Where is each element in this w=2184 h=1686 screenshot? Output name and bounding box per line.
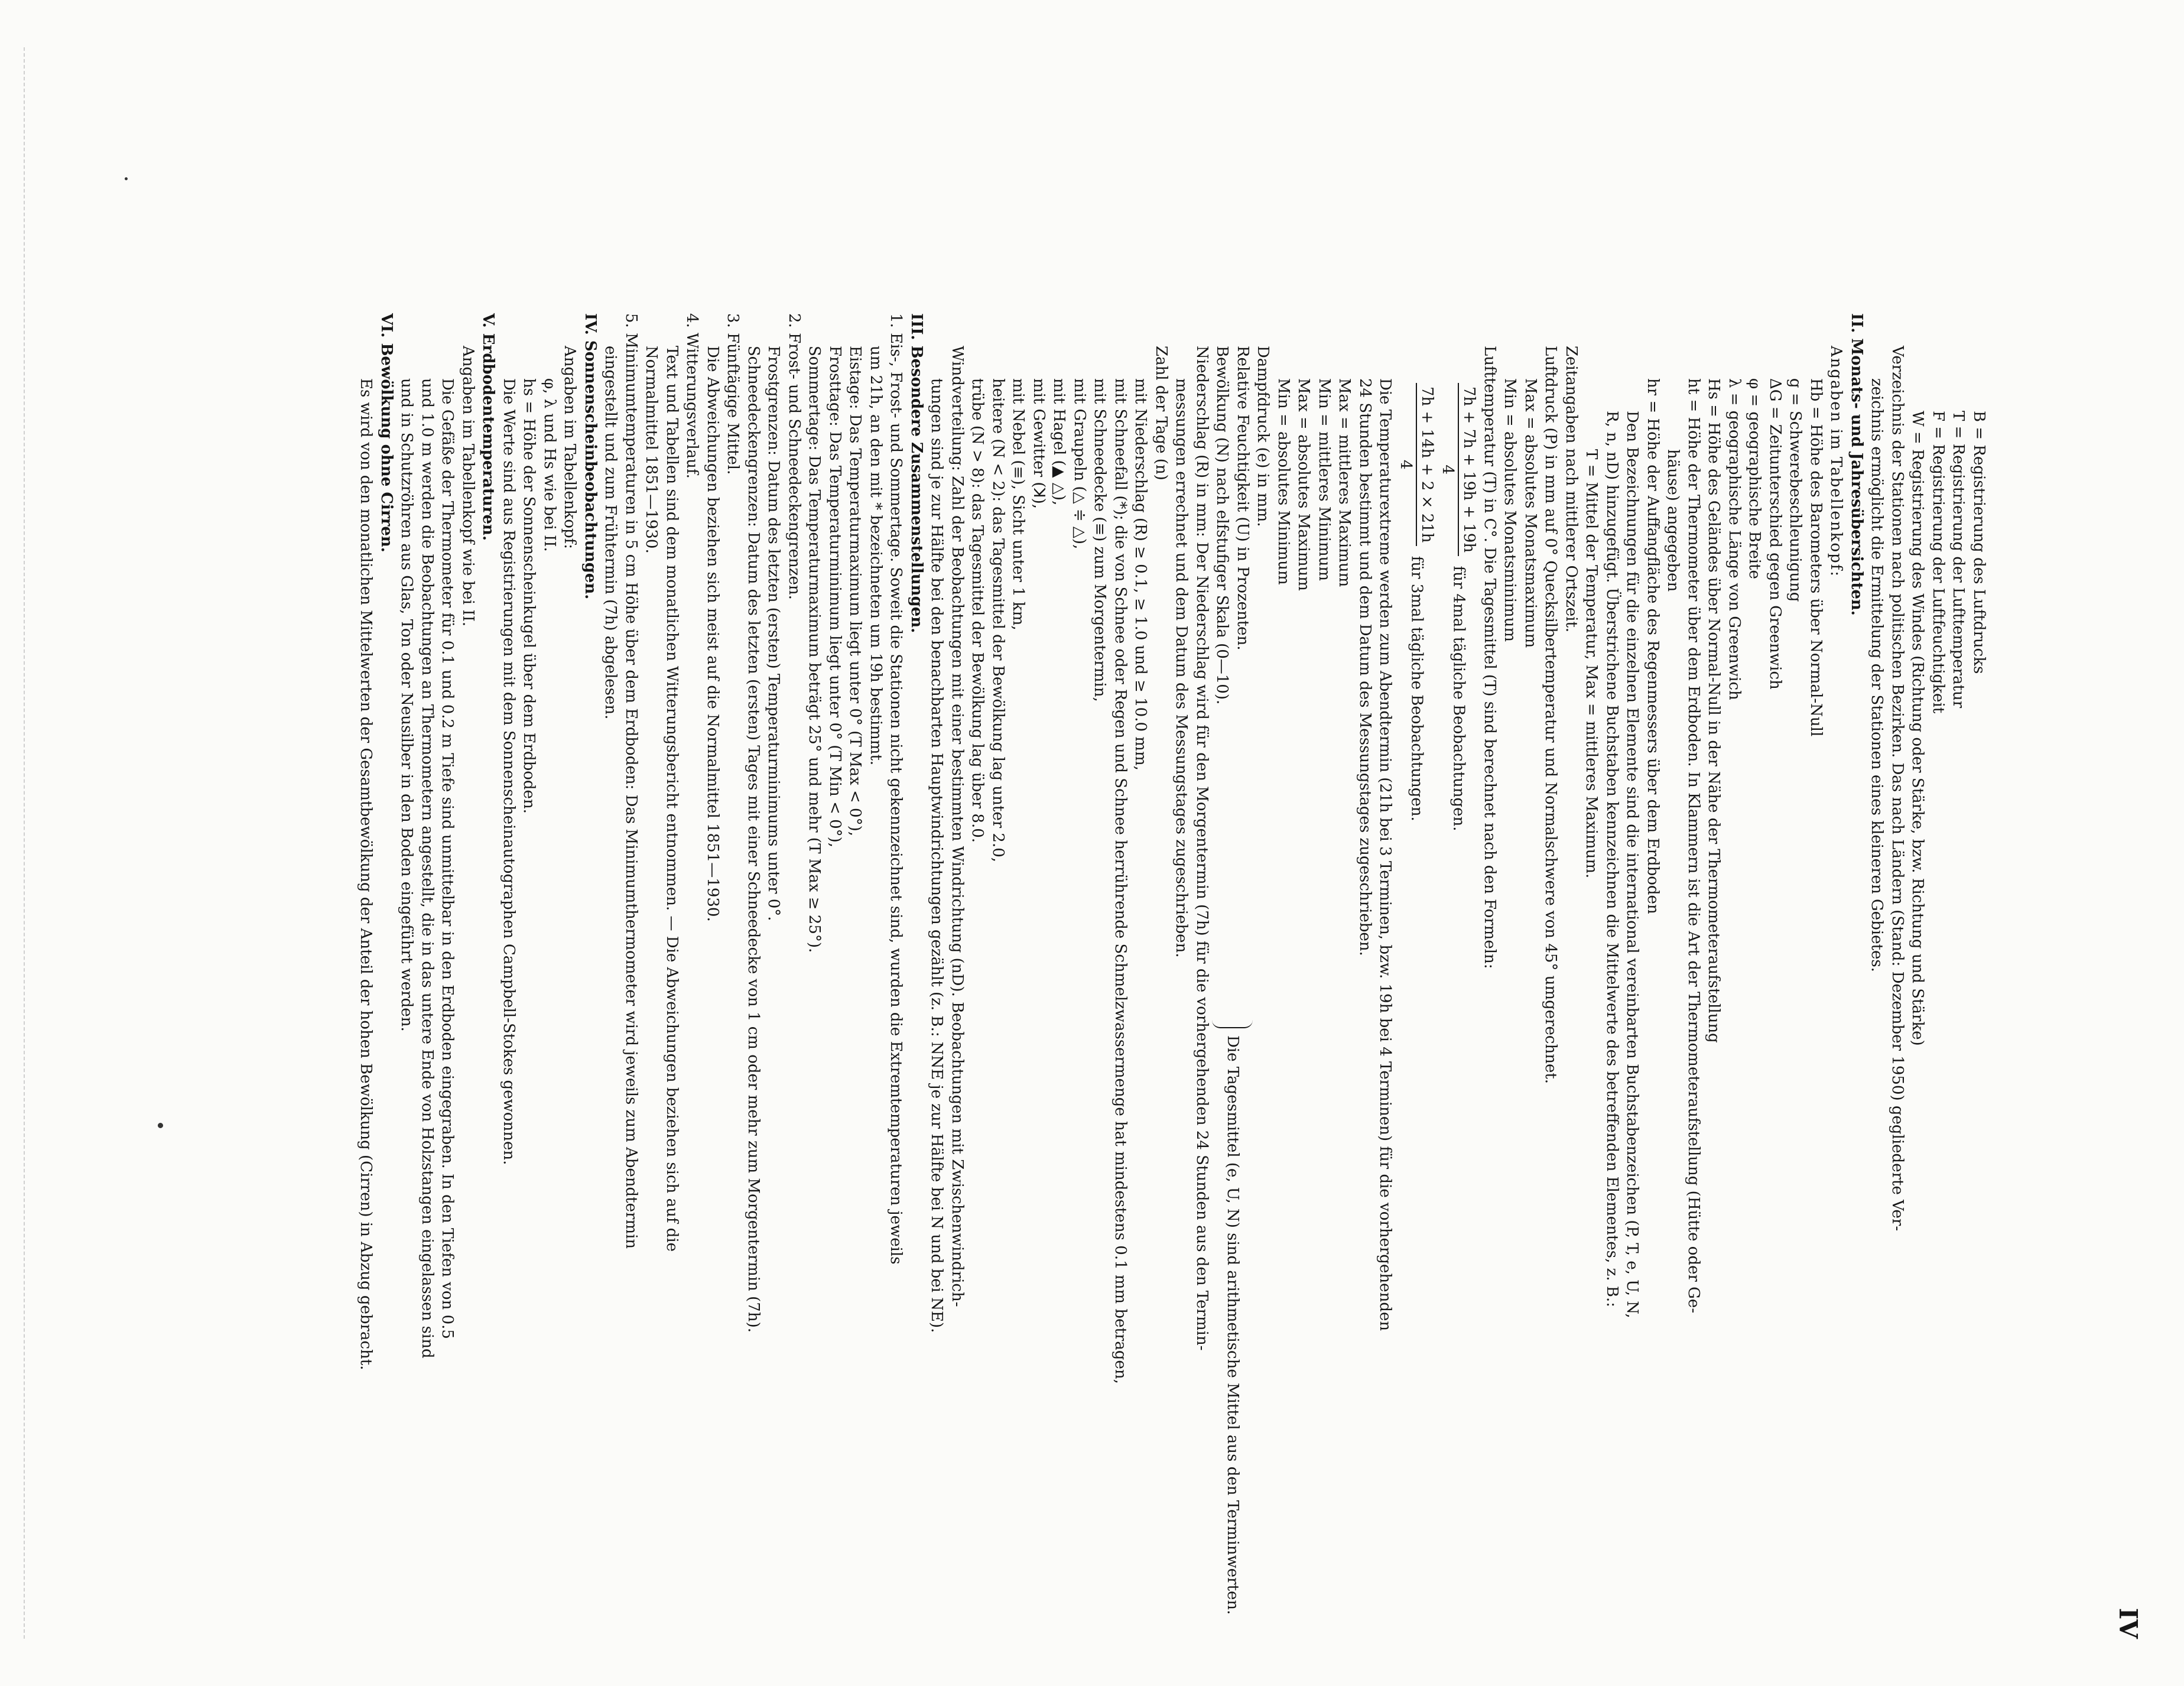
text-line: trübe (N > 8): das Tagesmittel der Bewölkung lag über 8.0. [968, 378, 987, 843]
text-line: mit Schneefall (*); die von Schnee oder Regen und Schnee herrührende Schmelzwassermenge hat mindestens 0.1 mm betragen, [1112, 378, 1129, 1384]
formula-4-terms [1438, 313, 1480, 1590]
text-line: Min = absolutes Minimum [1275, 378, 1292, 585]
text-line: Frosttage: Das Temperaturminimum liegt unter 0° (T Min < 0°), [826, 346, 844, 848]
text-line: Luftdruck (P) in mm auf 0° Quecksilbertemperatur und Normalschwere von 45° umgerechnet. [1542, 346, 1560, 1084]
text-line: 24 Stunden bestimmt und dem Datum des Messungstages zugeschrieben. [1356, 378, 1374, 956]
text-line: g = Schwerebeschleunigung [1786, 378, 1805, 602]
text-line: Bewölkung (N) nach elfstufiger Skala (0—10). [1213, 346, 1231, 705]
fraction-numerator: 7h + 7h + 19h + 19h [1458, 383, 1480, 556]
text-line: Lufttemperatur (T) in C°. Die Tagesmittel (T) sind berechnet nach den Formeln: [1481, 346, 1499, 969]
fraction-denominator: 4 [1439, 464, 1457, 475]
text-line: 1. Eis-, Frost- und Sommertage. Soweit die Stationen nicht gekennzeichnet sind, wurden die Extremtemperaturen jeweils [887, 313, 905, 1265]
formula-text: für 4mal tägliche Beobachtungen. [1450, 566, 1468, 831]
text-line: und in Schutzröhren aus Glas, Ton oder Neusilber in den Boden eingeführt werden. [398, 378, 416, 1032]
text-line: um 21h, an den mit * bezeichneten um 19h bestimmt. [867, 346, 885, 766]
text-line: tungen sind je zur Hälfte bei den benachbarten Hauptwindrichtungen gezählt (z. B.: NNE je zur Hälfte bei N und bei NE). [928, 378, 946, 1333]
text-line: zeichnis ermöglicht die Ermittelung der Stationen eines kleineren Gebietes. [1868, 378, 1886, 972]
text-line: Hb = Höhe des Barometers über Normal-Null [1807, 378, 1825, 737]
text-line: Min = mittleres Minimum [1315, 378, 1333, 582]
fraction-numerator: 7h + 14h + 2 × 21h [1416, 383, 1438, 546]
brace-group [1212, 313, 1253, 1615]
text-line: Die Werte sind aus Registrierungen mit dem Sonnenscheinautographen Campbell-Stokes gewonnen. [500, 378, 518, 1165]
text-line: Normalmittel 1851—1930. [642, 346, 661, 554]
text-line: ΔG = Zeitunterschied gegen Greenwich [1766, 378, 1784, 690]
text-line: Angaben im Tabellenkopf wie bei II. [459, 346, 477, 627]
text-line: häuse) angegeben [1664, 449, 1682, 592]
text-line: hr = Höhe der Auffangfläche des Regenmessers über dem Erdboden [1644, 378, 1662, 914]
text-line: Frostgrenzen: Datum des letzten (ersten) Temperaturminimums unter 0°. [765, 346, 783, 921]
fraction [1396, 383, 1438, 546]
text-line: Die Temperaturextreme werden zum Abendtermin (21h bei 3 Terminen, bzw. 19h bei 4 Terminen) für die vorhergehenden [1376, 378, 1395, 1331]
text-line: Dampfdruck (e) in mm. [1254, 346, 1272, 527]
text-line: Verzeichnis der Stationen nach politischen Bezirken. Das nach Ländern (Stand: Dezember 1950) gegliederte Ver- [1889, 346, 1906, 1232]
curly-brace [1212, 1016, 1253, 1028]
text-line: Windverteilung: Zahl der Beobachtungen mit einer bestimmten Windrichtung (nD). Beobachtungen mit Zwischenwindrich- [948, 346, 966, 1307]
text-line: Hs = Höhe des Geländes über Normal-Null in der Nähe der Thermometeraufstellung [1705, 378, 1723, 1043]
text-line: Schneedeckengrenzen: Datum des letzten (ersten) Tages mit einer Schneedecke von 1 cm oder mehr zum Morgentermin (7h). [745, 346, 762, 1333]
scan-edge-line [24, 47, 25, 1639]
text-line: Max = mittleres Maximum [1335, 378, 1354, 587]
text-line: und 1.0 m werden die Beobachtungen an Thermometern angestellt, die in das untere Ende von Holzstangen eingelassen sind [418, 378, 436, 1359]
document-body [356, 313, 1989, 1615]
text-line: W = Registrierung des Windes (Richtung oder Stärke, bzw. Richtung und Stärke) [1909, 411, 1927, 1046]
text-line: Sommertage: Das Temperaturmaximum beträgt 25° und mehr (T Max ≥ 25°). [805, 346, 824, 953]
text-line: Eistage: Das Temperaturmaximum liegt unter 0° (T Max < 0°), [846, 346, 864, 836]
text-line: mit Hagel (▲ △), [1050, 378, 1068, 506]
section-heading: IV. Sonnenscheinbeobachtungen. [581, 313, 599, 600]
text-line: Relative Feuchtigkeit (U) in Prozenten. [1234, 346, 1252, 651]
text-line: Max = absolutes Monatsmaximum [1522, 378, 1539, 648]
text-line: λ = geographische Länge von Greenwich [1725, 378, 1743, 700]
fraction-denominator: 4 [1397, 459, 1415, 470]
text-line: ht = Höhe der Thermometer über dem Erdboden. In Klammern ist die Art der Thermometeraufstellung (Hütte oder Ge- [1685, 378, 1702, 1314]
brace-note: Die Tagesmittel (e, U, N) sind arithmetische Mittel aus den Terminwerten. [1224, 1035, 1242, 1615]
formula-text: für 3mal tägliche Beobachtungen. [1408, 555, 1426, 821]
text-line: 3. Fünftägige Mittel. [724, 313, 742, 475]
text-line: T = Registrierung der Lufttemperatur [1949, 411, 1968, 709]
section-heading: II. Monats- und Jahresübersichten. [1848, 313, 1866, 616]
text-line: hs = Höhe der Sonnenscheinkugel über dem Erdboden. [520, 378, 538, 814]
fraction [1438, 383, 1480, 556]
text-line: Die Gefäße der Thermometer für 0.1 und 0.2 m Tiefe sind unmittelbar in den Erdboden eingegraben. In den Tiefen von 0.5 [438, 378, 457, 1339]
text-line: Niederschlag (R) in mm: Der Niederschlag wird für den Morgentermin (7h) für die vorhergehenden 24 Stunden aus den Termin- [1193, 346, 1211, 1351]
text-line: 5. Minimumtemperaturen in 5 cm Höhe über dem Erdboden: Das Minimumthermometer wird jeweils zum Abendtermin [622, 313, 640, 1249]
text-line: Es wird von den monatlichen Mittelwerten der Gesamtbewölkung der Anteil der hohen Bewölkung (Cirren) in Abzug gebracht. [357, 378, 375, 1370]
text-line: R, n, nD) hinzugefügt. Überstrichene Buchstaben kennzeichnen die Mittelwerte des betreffenden Elementes, z. B.: [1603, 411, 1621, 1308]
text-line: Den Bezeichnungen für die einzelnen Elemente sind die international vereinbarten Buchstabenzeichen (P, T, e, U, N, [1623, 411, 1642, 1318]
text-line: Angaben im Tabellenkopf: [561, 346, 579, 549]
text-line: Min = absolutes Monatsminimum [1501, 378, 1519, 642]
text-line: φ = geographische Breite [1746, 378, 1764, 579]
text-line: 2. Frost- und Schneedeckengrenzen. [785, 313, 803, 600]
text-line: Die Abweichungen beziehen sich meist auf die Normalmittel 1851—1930. [704, 346, 722, 922]
page-number: IV [2114, 1607, 2143, 1639]
speck-mark [125, 177, 128, 180]
formula-3-terms [1396, 313, 1438, 1590]
text-line: Text und Tabellen sind dem monatlichen Witterungsbericht entnommen. — Die Abweichungen beziehen sich auf die [663, 346, 681, 1252]
section-heading: VI. Bewölkung ohne Cirren. [378, 313, 395, 553]
section-heading: III. Besondere Zusammenstellungen. [908, 313, 925, 634]
text-line: Angaben im Tabellenkopf: [1827, 346, 1845, 577]
text-line: mit Schneedecke (≡) zum Morgentermin, [1091, 378, 1109, 702]
text-line: heitere (N < 2): das Tagesmittel der Bewölkung lag unter 2.0, [989, 378, 1007, 863]
text-line: 4. Witterungsverlauf. [683, 313, 701, 479]
text-line: mit Graupeln (△ ≑ △), [1071, 378, 1088, 550]
text-line: Zeitangaben nach mittlerer Ortszeit. [1562, 346, 1580, 633]
text-line: mit Niederschlag (R) ≥ 0.1, ≥ 1.0 und ≥ 10.0 mm, [1132, 378, 1150, 771]
speck-mark [158, 1123, 163, 1128]
text-line: mit Gewitter (ꓘ), [1030, 378, 1048, 509]
text-line: T = Mittel der Temperatur, Max = mittleres Maximum. [1582, 449, 1601, 879]
text-line: messungen errechnet und dem Datum des Messungstages zugeschrieben. [1172, 378, 1191, 958]
text-line: F = Registrierung der Luftfeuchtigkeit [1929, 411, 1947, 714]
text-line: Zahl der Tage (n) [1152, 346, 1170, 480]
text-line: eingestellt und zum Frühtermin (7h) abgelesen. [602, 346, 620, 720]
section-heading: V. Erdbodentemperaturen. [479, 313, 498, 541]
text-line: φ, λ und Hs wie bei II. [541, 378, 558, 552]
text-line: mit Nebel (≡), Sicht unter 1 km, [1009, 378, 1028, 631]
text-line: Max = absolutes Maximum [1295, 378, 1313, 591]
text-line: B = Registrierung des Luftdrucks [1970, 411, 1988, 674]
